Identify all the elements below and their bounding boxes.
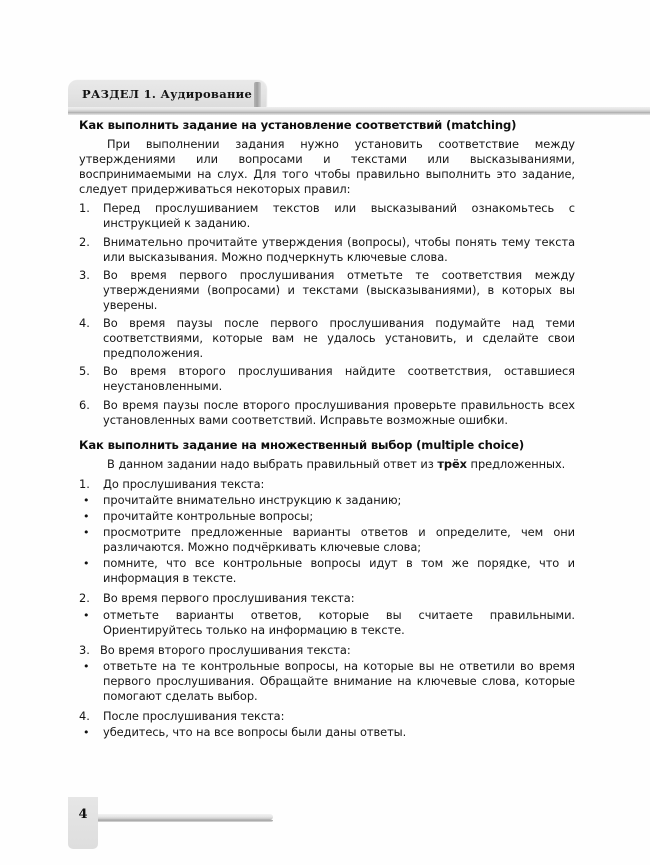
list-item: [79, 725, 575, 740]
list-marker: 2.: [79, 234, 90, 249]
step-item: [79, 709, 575, 724]
footer-rule-shadow: [98, 820, 273, 822]
page-number-box: [68, 797, 98, 849]
list-item: [79, 398, 575, 428]
step-item: [79, 591, 575, 606]
step-text: После прослушивания текста:: [103, 709, 285, 724]
bullet-icon: •: [83, 608, 90, 622]
list-marker: 3.: [79, 267, 90, 282]
step-marker: 3.: [79, 642, 90, 657]
matching-intro-paragraph: При выполнении задания нужно установить соответствие между утверждениями или вопросами и текстами или высказываниями, воспринимаемыми на слух. Для того чтобы правильно выполнить это задание, следует придерживаться некоторых правил:: [79, 137, 575, 197]
list-item: [79, 201, 575, 231]
list-marker: 6.: [79, 397, 90, 412]
bullet-icon: •: [83, 493, 90, 507]
list-item-text: прочитайте внимательно инструкцию к заданию;: [103, 492, 402, 507]
step-text: Во время второго прослушивания текста:: [100, 642, 351, 657]
step-1-bullets: [79, 493, 575, 587]
list-item: [79, 364, 575, 394]
step-4-bullets: [79, 725, 575, 740]
list-item: [79, 493, 575, 508]
bullet-icon: •: [83, 726, 90, 740]
list-item: [79, 509, 575, 524]
list-item-text: ответьте на те контрольные вопросы, на которые вы не ответили во время первого прослушивания. Обращайте внимание на ключевые слова, которые помогают сделать выбор.: [103, 658, 575, 703]
list-item: [79, 268, 575, 313]
list-item: [79, 659, 575, 704]
list-marker: 5.: [79, 364, 90, 379]
list-item-text: Во время второго прослушивания найдите соответствия, оставшиеся неустановленными.: [103, 364, 575, 394]
list-item: [79, 235, 575, 265]
list-item-text: Перед прослушиванием текстов или высказываний ознакомьтесь с инструкцией к заданию.: [103, 201, 575, 231]
intro-bold-word: трёх: [437, 456, 467, 471]
document-content: [79, 118, 575, 740]
intro-text-after-bold: предложенных.: [466, 456, 566, 471]
section-header: [0, 80, 650, 114]
list-item: [79, 608, 575, 638]
multiple-choice-intro-paragraph: [79, 457, 575, 472]
step-item: [79, 477, 575, 492]
list-item-text: убедитесь, что на все вопросы были даны ответы.: [103, 725, 407, 740]
page-footer: [0, 797, 650, 849]
list-item-text: Внимательно прочитайте утверждения (вопросы), чтобы понять тему текста или высказывания. Можно подчеркнуть ключевые слова.: [103, 234, 575, 264]
step-marker: 1.: [79, 476, 90, 491]
step-marker: 2.: [79, 591, 90, 606]
step-marker: 4.: [79, 709, 90, 724]
bullet-icon: •: [83, 509, 90, 523]
matching-heading: Как выполнить задание на установление соответствий (matching): [79, 118, 517, 132]
multiple-choice-heading: Как выполнить задание на множественный выбор (multiple choice): [79, 437, 524, 452]
list-item: [79, 556, 575, 586]
step-3-bullets: [79, 659, 575, 704]
matching-rules-list: [79, 201, 575, 427]
header-rule-shadow: [68, 113, 650, 115]
intro-text-before-bold: В данном задании надо выбрать правильный ответ из: [107, 456, 438, 471]
list-item-text: прочитайте контрольные вопросы;: [103, 508, 314, 523]
multiple-choice-steps: [79, 477, 575, 741]
list-item-text: Во время первого прослушивания отметьте те соответствия между утверждениями (вопросами) и текстами (высказываниями), в которых вы уверены.: [103, 267, 575, 312]
list-marker: 1.: [79, 201, 90, 216]
section-tab-label: РАЗДЕЛ 1. Аудирование: [82, 86, 253, 101]
section-tab-divider-icon: [254, 82, 261, 107]
list-marker: 4.: [79, 316, 90, 331]
step-text: До прослушивания текста:: [103, 476, 265, 491]
bullet-icon: •: [83, 659, 90, 673]
step-text: Во время первого прослушивания текста:: [103, 591, 355, 606]
bullet-icon: •: [83, 526, 90, 540]
bullet-icon: •: [83, 557, 90, 571]
list-item: [79, 316, 575, 361]
list-item-text: Во время паузы после первого прослушивания подумайте над теми соответствиями, которые вам не удалось установить, и сделайте свои предположения.: [103, 316, 575, 361]
list-item-text: просмотрите предложенные варианты ответов и определите, чем они различаются. Можно подчёркивать ключевые слова;: [103, 525, 575, 555]
section-tab: [68, 80, 266, 107]
list-item-text: отметьте варианты ответов, которые вы считаете правильными. Ориентируйтесь только на информацию в тексте.: [103, 607, 575, 637]
step-2-bullets: [79, 608, 575, 638]
page-number: 4: [78, 807, 88, 822]
step-item: [79, 643, 575, 658]
list-item-text: помните, что все контрольные вопросы идут в том же порядке, что и информация в тексте.: [103, 556, 575, 586]
list-item: [79, 525, 575, 555]
list-item-text: Во время паузы после второго прослушивания проверьте правильность всех установленных вами соответствий. Исправьте возможные ошибки.: [103, 397, 575, 427]
